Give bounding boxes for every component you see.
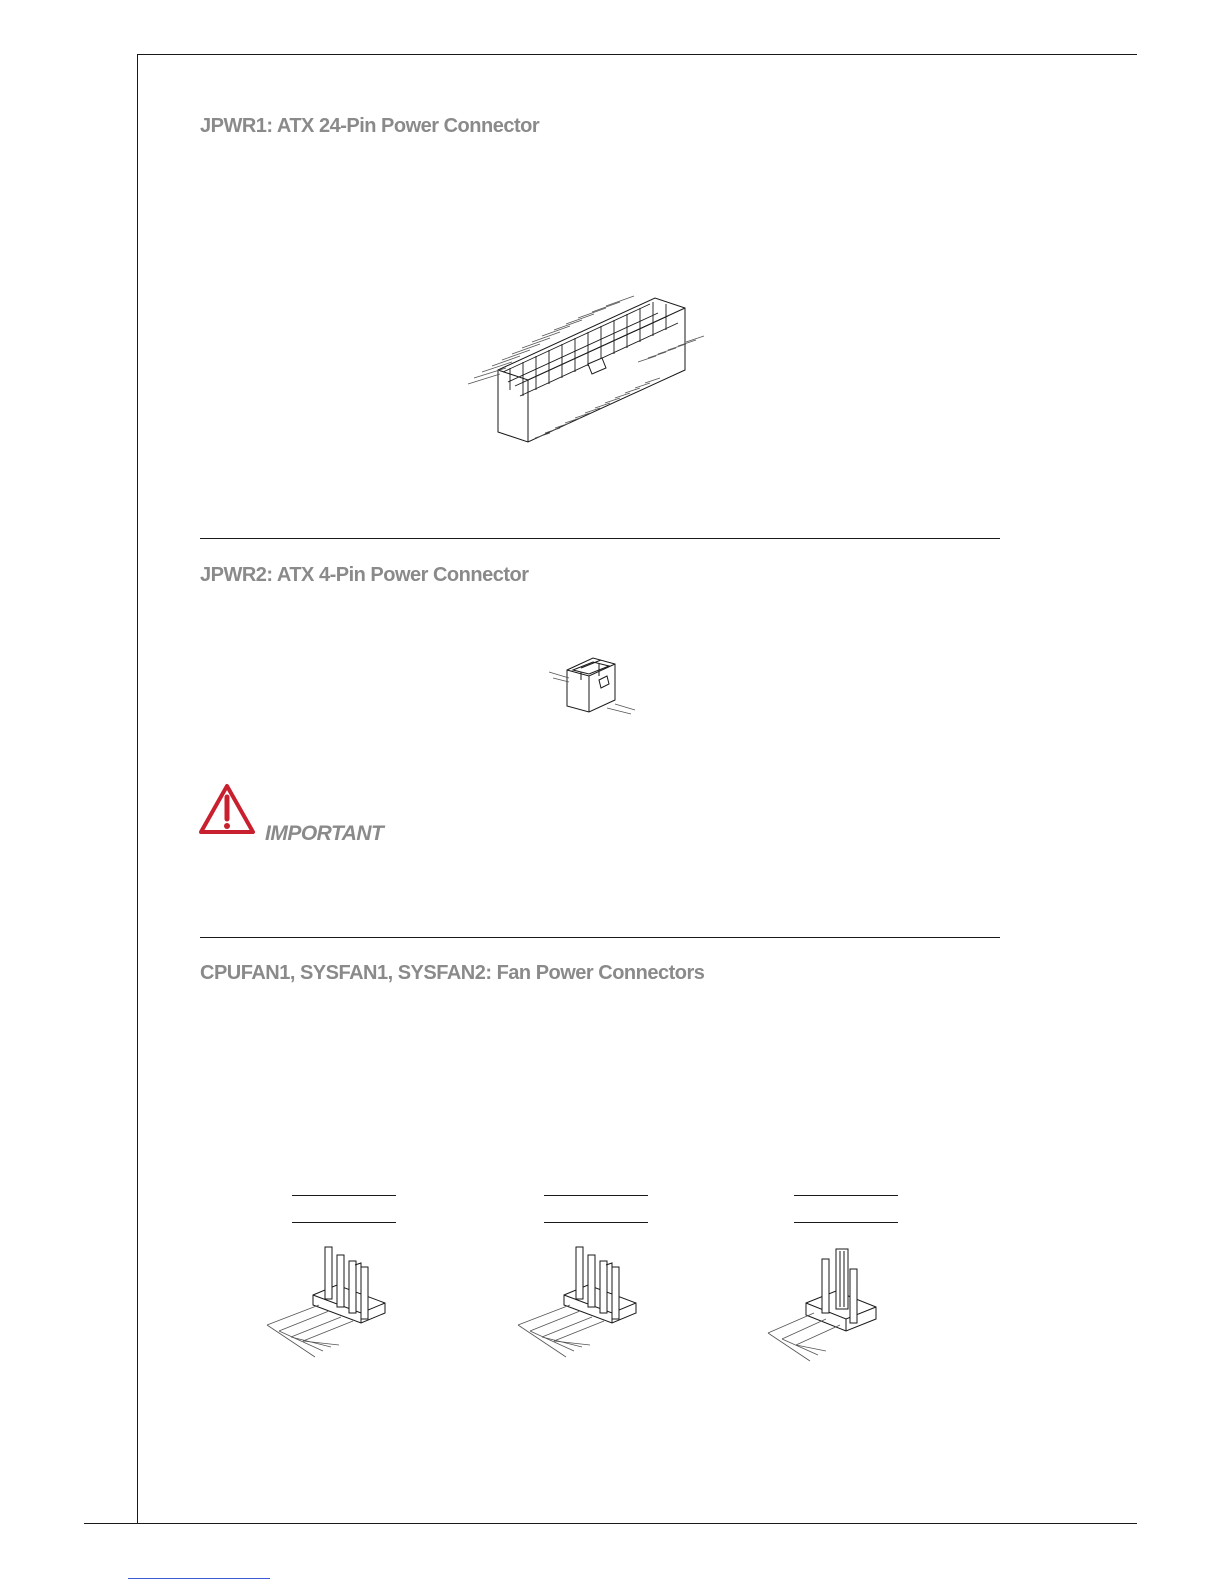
section-divider-2: [200, 937, 1000, 938]
sysfan2-3pin-diagram: [766, 1245, 896, 1365]
important-label: IMPORTANT: [265, 822, 384, 845]
jpwr1-title: JPWR1: ATX 24-Pin Power Connector: [200, 115, 540, 137]
jpwr2-title: JPWR2: ATX 4-Pin Power Connector: [200, 564, 529, 586]
fan-connectors-title: CPUFAN1, SYSFAN1, SYSFAN2: Fan Power Connectors: [200, 962, 705, 984]
fan2-label-lines: [544, 1195, 648, 1249]
page-frame-top: [137, 54, 1137, 55]
warning-triangle-icon: [198, 783, 256, 835]
page-frame-left: [137, 54, 138, 1524]
fan1-label-lines: [292, 1195, 396, 1249]
fan3-label-lines: [794, 1195, 898, 1249]
atx-24pin-connector-diagram: [460, 290, 710, 445]
sysfan1-4pin-diagram: [516, 1245, 646, 1360]
atx-4pin-connector-diagram: [545, 652, 640, 722]
page-frame-bottom: [84, 1523, 1137, 1524]
cpufan-4pin-diagram: [265, 1245, 395, 1360]
section-divider-1: [200, 538, 1000, 539]
footer-link-underline: [128, 1578, 270, 1579]
